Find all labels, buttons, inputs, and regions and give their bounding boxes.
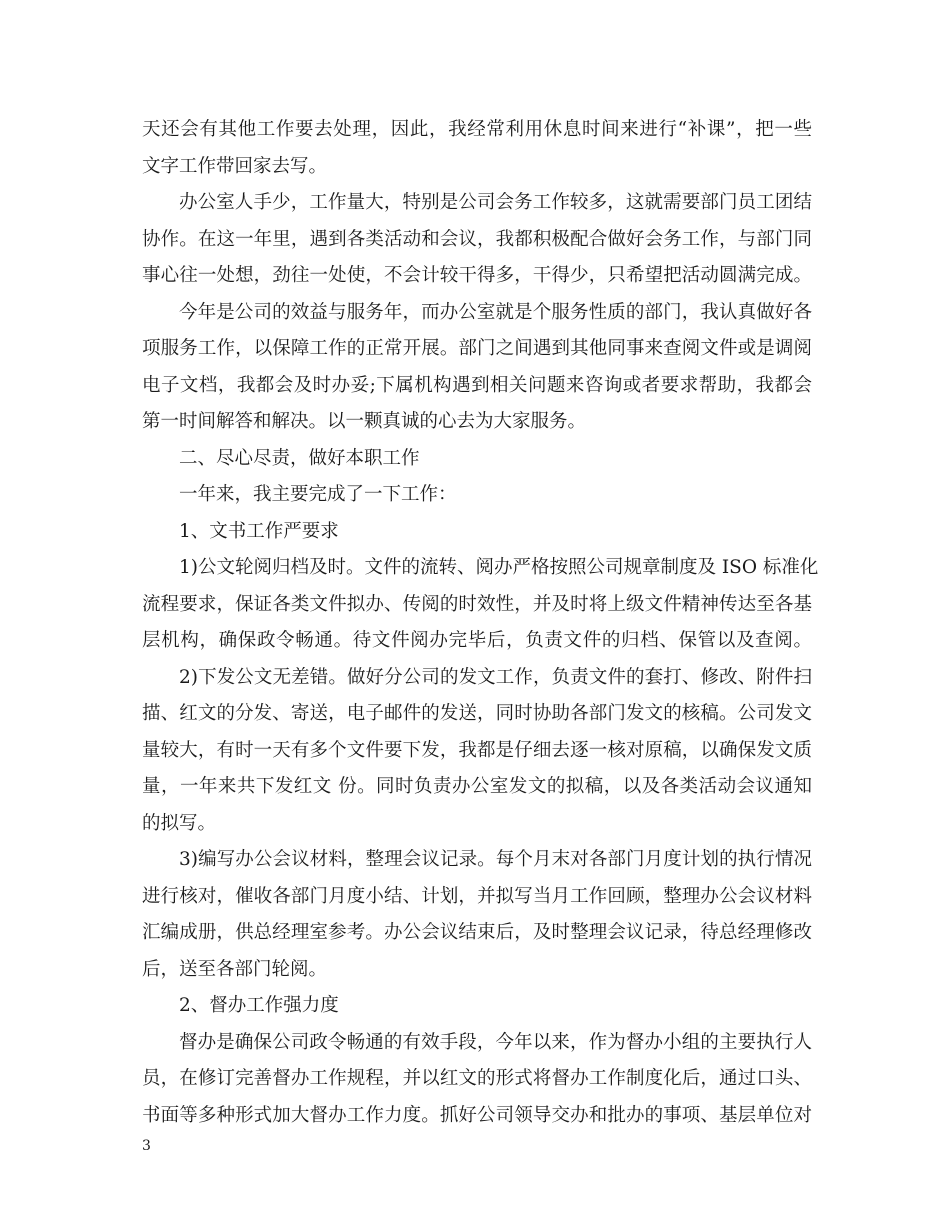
text-line: 今年是公司的效益与服务年，而办公室就是个服务性质的部门，我认真做好各	[179, 301, 812, 323]
text-line: 的拟写。	[142, 812, 217, 834]
text-line: 天还会有其他工作要去处理，因此，我经常利用休息时间来进行“补课”，把一些	[142, 119, 812, 140]
text-line: 二、尽心尽责，做好本职工作	[179, 447, 420, 469]
text-line: 进行核对，催收各部门月度小结、计划，并拟写当月工作回顾，整理办公会议材料	[142, 885, 812, 907]
text-line: 2)下发公文无差错。做好分公司的发文工作，负责文件的套打、修改、附件扫	[179, 666, 812, 688]
text-line: 3)编写办公会议材料，整理会议记录。每个月末对各部门月度计划的执行情况	[179, 849, 812, 870]
text-line: 员，在修订完善督办工作规程，并以红文的形式将督办工作制度化后，通过口头、	[142, 1068, 812, 1089]
text-line: 描、红文的分发、寄送，电子邮件的发送，同时协助各部门发文的核稿。公司发文	[142, 703, 812, 724]
text-line: 事心往一处想，劲往一处使，不会计较干得多，干得少，只希望把活动圆满完成。	[142, 265, 812, 286]
text-line: 量，一年来共下发红文 份。同时负责办公室发文的拟稿，以及各类活动会议通知	[142, 776, 812, 797]
text-line: 汇编成册，供总经理室参考。办公会议结束后，及时整理会议记录，待总经理修改	[142, 922, 812, 943]
body-text	[142, 112, 819, 1134]
text-line: 办公室人手少，工作量大，特别是公司会务工作较多，这就需要部门员工团结	[179, 192, 812, 213]
text-line: 1、文书工作严要求	[179, 520, 339, 542]
text-line: 后，送至各部门轮阅。	[142, 958, 328, 980]
text-line: 一年来，我主要完成了一下工作：	[179, 484, 457, 505]
text-line: 书面等多种形式加大督办工作力度。抓好公司领导交办和批办的事项、基层单位对	[142, 1104, 812, 1126]
text-line: 电子文档，我都会及时办妥;下属机构遇到相关问题来咨询或者要求帮助，我都会	[142, 374, 812, 396]
text-line: 项服务工作，以保障工作的正常开展。部门之间遇到其他同事来查阅文件或是调阅	[142, 338, 812, 359]
text-line: 2、督办工作强力度	[179, 995, 339, 1016]
text-line: 协作。在这一年里，遇到各类活动和会议，我都积极配合做好会务工作，与部门同	[142, 228, 812, 250]
text-line: 文字工作带回家去写。	[142, 155, 328, 177]
text-line: 第一时间解答和解决。以一颗真诚的心去为大家服务。	[142, 411, 587, 432]
text-line: 1)公文轮阅归档及时。文件的流转、阅办严格按照公司规章制度及 ISO 标准化	[179, 557, 819, 578]
text-line: 流程要求，保证各类文件拟办、传阅的时效性，并及时将上级文件精神传达至各基	[142, 593, 812, 615]
text-line: 督办是确保公司政令畅通的有效手段，今年以来，作为督办小组的主要执行人	[179, 1031, 812, 1053]
page-number: 3	[142, 1138, 151, 1154]
text-line: 层机构，确保政令畅通。待文件阅办完毕后，负责文件的归档、保管以及查阅。	[142, 630, 812, 651]
text-line: 量较大，有时一天有多个文件要下发，我都是仔细去逐一核对原稿，以确保发文质	[142, 739, 812, 761]
